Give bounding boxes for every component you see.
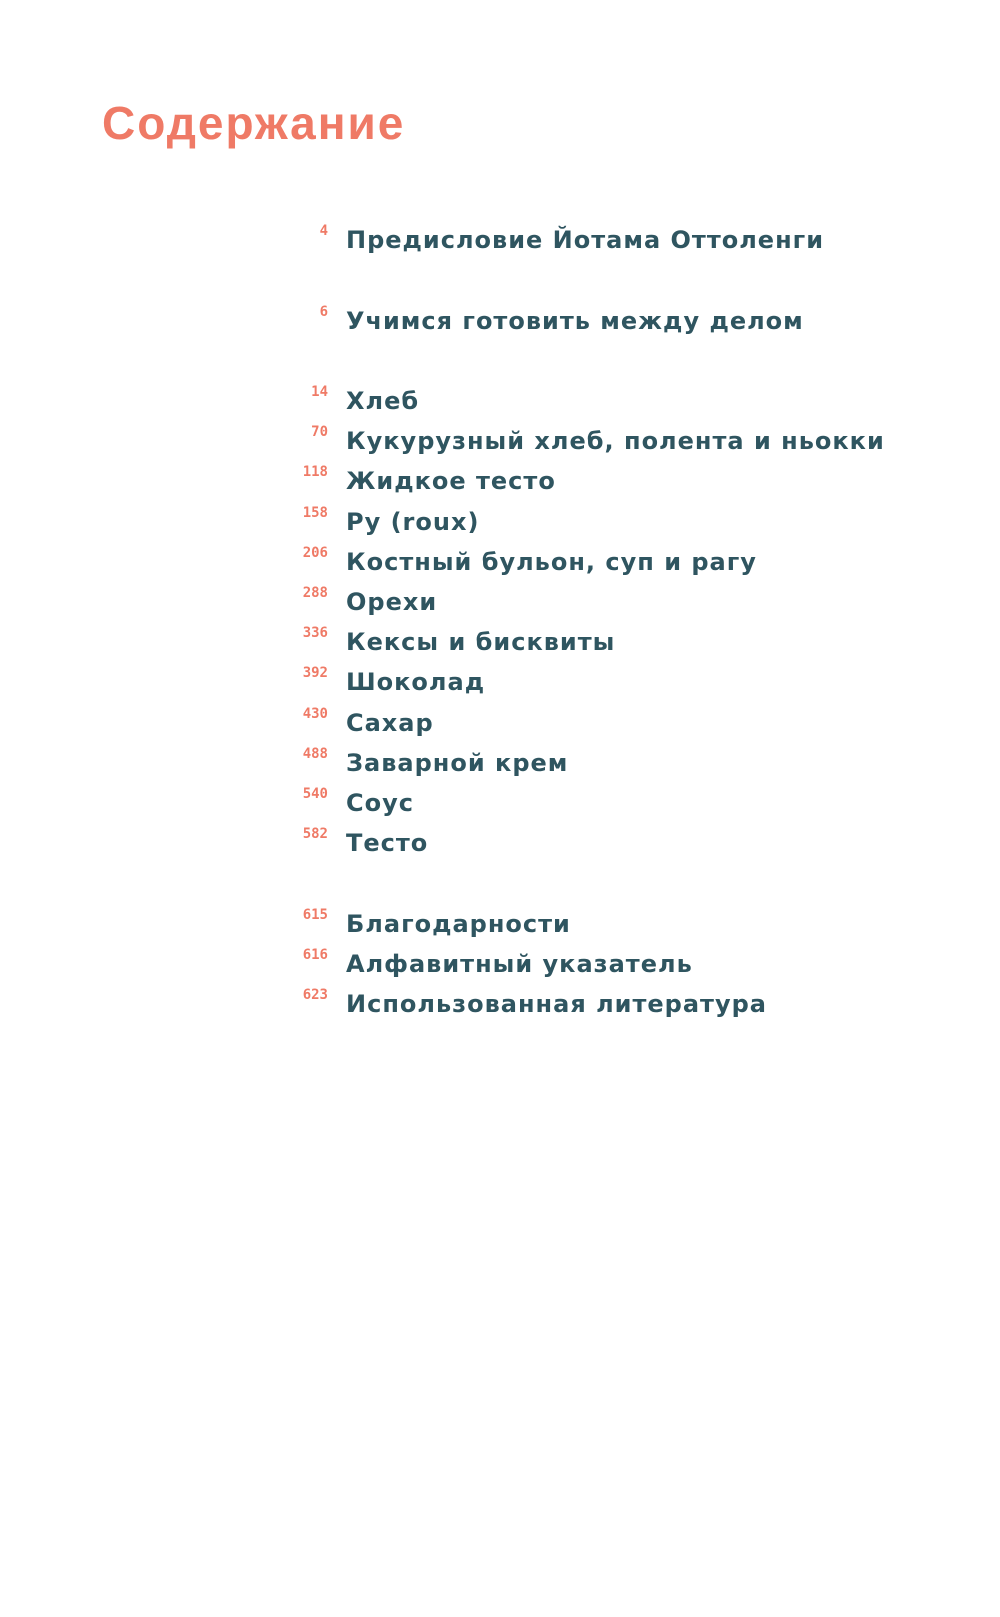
toc-page-number: 615 [302, 907, 328, 923]
toc-page-number: 14 [311, 384, 328, 400]
toc-entry-roux[interactable] [0, 505, 1000, 550]
toc-entry-chocolate[interactable] [0, 665, 1000, 710]
toc-page-number: 540 [302, 786, 328, 802]
toc-page-number: 623 [302, 987, 328, 1003]
toc-entry-title: Жидкое тесто [346, 467, 556, 495]
toc-entry-nuts[interactable] [0, 585, 1000, 630]
toc-page-number: 4 [319, 223, 328, 239]
toc-entry-title: Учимся готовить между делом [346, 307, 804, 335]
toc-entry-custard[interactable] [0, 746, 1000, 791]
toc-page-number: 336 [302, 625, 328, 641]
toc-entry-title: Соус [346, 789, 414, 817]
toc-entry-title: Предисловие Йотама Оттоленги [346, 226, 825, 254]
toc-page-number: 488 [302, 746, 328, 762]
toc-entry-title: Ру (roux) [346, 508, 480, 536]
toc-entry-cakes[interactable] [0, 625, 1000, 670]
page-title: Содержание [102, 97, 406, 149]
toc-entry-title: Благодарности [346, 910, 571, 938]
toc-entry-bread[interactable] [0, 384, 1000, 429]
toc-entry-pastry[interactable] [0, 826, 1000, 871]
toc-page-number: 158 [302, 505, 328, 521]
toc-entry-index[interactable] [0, 947, 1000, 992]
toc-page-number: 582 [302, 826, 328, 842]
toc-entry-learning-to-cook[interactable] [0, 304, 1000, 349]
toc-entry-title: Шоколад [346, 668, 486, 696]
toc-page-number: 288 [302, 585, 328, 601]
toc-entry-batter[interactable] [0, 464, 1000, 509]
toc-entry-title: Костный бульон, суп и рагу [346, 548, 757, 576]
toc-entry-bone-broth[interactable] [0, 545, 1000, 590]
toc-entry-title: Орехи [346, 588, 438, 616]
toc-page-number: 430 [302, 706, 328, 722]
toc-entry-title: Кексы и бисквиты [346, 628, 616, 656]
toc-entry-preface-ottolenghi[interactable] [0, 223, 1000, 268]
toc-entry-title: Хлеб [346, 387, 420, 415]
toc-page-number: 616 [302, 947, 328, 963]
toc-page-number: 206 [302, 545, 328, 561]
toc-entry-sugar[interactable] [0, 706, 1000, 751]
toc-entry-title: Заварной крем [346, 749, 569, 777]
toc-entry-bibliography[interactable] [0, 987, 1000, 1032]
toc-entry-title: Тесто [346, 829, 429, 857]
toc-page-number: 6 [319, 304, 328, 320]
toc-page-number: 118 [302, 464, 328, 480]
toc-entry-cornbread[interactable] [0, 424, 1000, 469]
toc-entry-title: Использованная литература [346, 990, 767, 1018]
toc-entry-title: Сахар [346, 709, 434, 737]
toc-entry-acknowledgements[interactable] [0, 907, 1000, 952]
toc-page-number: 70 [311, 424, 328, 440]
toc-page-number: 392 [302, 665, 328, 681]
toc-entry-title: Кукурузный хлеб, полента и ньокки [346, 427, 885, 455]
toc-entry-title: Алфавитный указатель [346, 950, 693, 978]
toc-entry-sauce[interactable] [0, 786, 1000, 831]
